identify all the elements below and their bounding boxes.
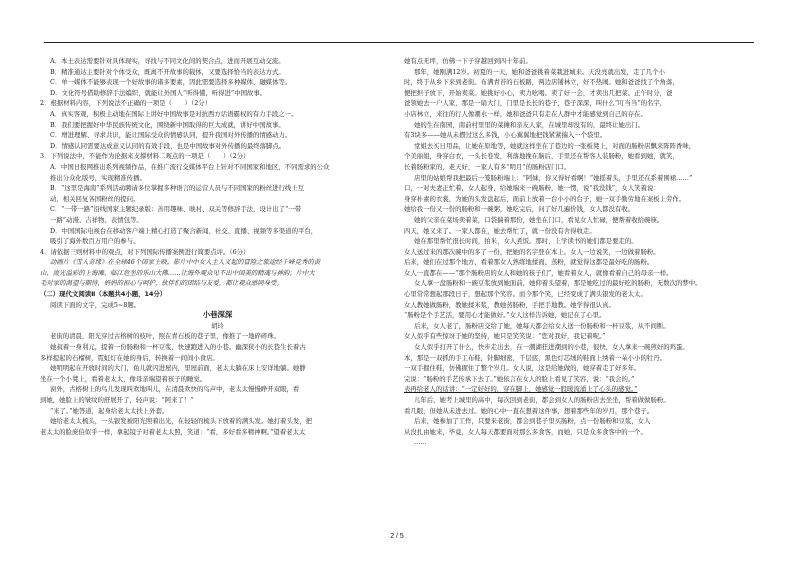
right-column-line: 女人拿一盘肠粉和一碗豆浆放到她面前，她仰着头望着，那是她吃过的最好吃的肠粉，无数次的梦中。 xyxy=(414,279,702,288)
left-column-line: 她给老太太梳头，一头银发被阳光照着出光，在轻轻的梳头下放着的满头发。她打着头发，把 xyxy=(50,417,313,426)
left-column-line: 阅读下面的文字，完成5~8题。 xyxy=(50,300,141,309)
right-column-line: 儿年后，她考上城里的高中，每次回到老街，都会到女人的肠粉店去坐坐，帮着做做肠粉。 xyxy=(414,396,670,404)
right-column-line: 一双手握住鞋，仿佛握住了整个岁月。女人说，这是给她做的，她穿着走了好多年。 xyxy=(404,364,641,373)
right-column-line: 女人一直都在——“那个肠粉店的女人和她的孩子们”，她看着女人，就像看着自己的母亲一样。 xyxy=(404,268,673,277)
page-number: 2 / 5 xyxy=(390,533,404,540)
left-column xyxy=(40,56,395,437)
right-column-line: 表再给老人的话讲：“一定好好的，穿在脚上，她感觉一股暖流涌上了心头的感觉。” xyxy=(404,385,638,394)
right-column-line: “肠粉是个手艺活，要用心才能做好。”女人这样告诉她，她记在了心里。 xyxy=(404,311,606,320)
right-column-line: 她有点无坪，仿佛一下子穿越回到四十年前。 xyxy=(404,57,532,65)
left-column-line: 毛对家的渴望与期待，妈妈的担心与呵护，伙伴们的团结与友爱，都让观众感同身受。 xyxy=(40,279,283,288)
left-column-line: 小巷深深 xyxy=(202,310,233,320)
right-column-line: 后来，她参加了工作，只要来老街，都会到巷子里买肠粉，点一份肠粉和豆浆，女人 xyxy=(414,417,651,426)
left-column-line: B．“这里是海南”系列活动聘请多位掌握多种语言的运营人员与不同国家的粉丝进行线上互 xyxy=(50,184,305,193)
left-column-line: B．我们要把握好中华民族传统文化，围绕新中国取得的巨大成就，讲好中国故事。 xyxy=(50,120,285,129)
left-column-line: C．单一媒体不能够表现一个好故事的诸多要素，因此需要选择多种媒体、融媒体等。 xyxy=(50,78,292,87)
right-column-line: 身穿朴素的衣裳，为她的头发盘起后，面前上放着一台小小的台子，她一双手勤劳地在案板上劳作。 xyxy=(404,194,686,203)
left-column-line: 2．根据材料内容，下列说法不正确的一项是（ ）（2分） xyxy=(40,99,212,108)
right-column-line: 爸领她去一户人家，那是一扇大门，门里是长长的巷子，巷子深深，叫什么“叮当当”的名字， xyxy=(404,99,667,108)
right-column-line: 口，一对夫妻正忙着，女人起身，给她端来一碗肠粉，她一愣，说“我没钱”，女人笑着说： xyxy=(404,184,660,193)
left-column-line: D．文化符号借助修辞手法编织，就能让外国人“听得懂，听得进”中国故事。 xyxy=(50,88,267,97)
left-column-line: D．中国国际电视台在移动客户端上精心打造了聚合新闻、社交、直播、视频等多渠道的平台， xyxy=(50,226,318,235)
right-column-line: 女人似乎有些惊讶于她的坚持，她只是笑笑说：“您对我好，我记着呢。” xyxy=(404,332,606,341)
left-column-line: A．真实客观，积极主动地在国际上讲好中国故事是对抗西方话语霸权的有力手段之一。 xyxy=(50,109,298,118)
left-column-line: 一路”动漫、吉祥物、表情包等。 xyxy=(50,215,143,224)
right-column-line: 从没扎由她来，毕竟，女人每天都要面对那么多食客，而她，只是众多食客中的一个。 xyxy=(404,427,647,436)
right-column-line: 看几眼，但她从未进去过。她的心中一直在想着这件事，想着那些年的岁月，那个巷子。 xyxy=(404,406,654,415)
right-column-line: 便把担子放下，开始卖菜。她挑好小心，卖力吆喝。卖了好一会，才卖出几把菜。正午时分，爸 xyxy=(404,88,673,97)
left-column-line: 3．下列说法中，不能作为论据来支撑材料二观点的一项是（ ）（2分） xyxy=(40,152,250,161)
left-column-line: 胡玲 xyxy=(211,321,224,330)
right-column-line: 她的父亲在菜场卖着菜，口袋揣着那份，她坐在门口，看见女人忙碌，便帮着收拾碗筷。 xyxy=(414,215,664,224)
right-column-line: 后来，她们在过那个地方，看着那女人熟练地揉面、蒸粉，就觉得这都是最好吃的肠粉。 xyxy=(404,258,654,267)
right-column-line: 长着肠粉家的，老天好，一家人有多“明月”的肠粉店门口。 xyxy=(404,162,571,171)
left-column-line: B．精准通达主要针对个体受众，既离不开故事的载体，又要选择恰当的表达方式。 xyxy=(50,67,285,76)
left-column-line: 山、流光溢彩的上海滩、临江危坐的乐山大佛……让海外观众见不出中国美的精魂与神韵；片中大 xyxy=(40,268,315,277)
right-column-line: 心里常常想起那段日子，想起那个笑容。而今那个笑，已经变成了满头银发的老太太。 xyxy=(404,290,647,299)
right-column-line: 她的生在南园，南前村里里的菜摊和亲友人家，在城里却没有的，最终让她出门。 xyxy=(414,120,645,129)
left-column-line: 推出分众化版号，实现精准传播。 xyxy=(50,173,146,182)
right-column-line: 个美丽姐，身穿白衣，一头长卷发，利落地挽在脑后，手里还在帮客人装肠粉，她看到她，就笑， xyxy=(404,152,679,161)
left-column-line: 老太太的脸庞伯似乎一样，拿起镜子对着老太太照，笑道：“看，多好看多精神啊。”望着老太太 xyxy=(40,427,306,436)
right-column-line: 四天，她又来了。一家人都在，她去帮忙了，就一份没有舍得收走。 xyxy=(404,226,596,235)
right-column-line: 女人似乎打开了什么，快步走出去，在一潮湖狂进潮到的小巷，很快，女人拿来一碗煎好的鸡蛋。 xyxy=(414,343,689,352)
left-column-line: （二）现代文阅读Ⅱ（本题共4小题，14分） xyxy=(40,290,167,299)
right-column-line: 店里的姑娘帮我把最后一笼肠粉端上：“阿妹，你又得好看啊！”她摇着头，手里还在系着围裙……” xyxy=(414,173,693,182)
right-column-line: 女人教她做肠粉，教她揉米浆，教她蒸肠粉，手把手地教。她学得很认真。 xyxy=(404,300,615,309)
right-column-line: 她在那里帮忙很长时间，拍米，女人煮饭。那时，上学读书的她们都是要走的。 xyxy=(414,237,638,246)
left-column-line: 到她，她脸上的皱纹的舒展开了，轻声说：“阿来了！” xyxy=(40,396,194,404)
left-column-line: 4．请依据三则材料中的观点，对下列国际传播案例进行简要点评。（6分） xyxy=(40,247,250,256)
right-column-line: 后来，女人老了，肠粉店交给了她，她每天都会给女人送一份肠粉和一杯豆浆，从不间断。 xyxy=(414,321,670,330)
right-column-line: 时，终于从乡下来到老街。布满青苔的石板路，两边店铺林立，好不热闹。她和爸爸找了个角落， xyxy=(404,78,679,87)
right-column-line: 堂姐去买日用品，让她在原地等，她就这样坐在了巷边的一张板凳上，对面的肠粉店飘来阵阵香味， xyxy=(414,141,696,150)
left-column-line: 吸引了海外数百万用户的参与。 xyxy=(50,237,140,246)
left-column-line: 她明明起在开放时间的大门，鱼儿就闪进屋内，里屋前面，老太太躺在床上安详地躺。她静 xyxy=(50,364,306,373)
right-column-line: 有3块多——她从未攒过这么多钱，小心翼翼地把钱紧紧揣入一个袋里。 xyxy=(404,131,607,140)
right-column-line: 她给我一份又一份的肠粉和一碗粥，她吃完后，问了好几遍价钱，女人都没有收。 xyxy=(404,205,635,214)
right-column-line: 完说：“肠粉的手艺传承下去了。”她依言在女人的脸上看见了笑容，说：“我会的。” xyxy=(404,374,635,383)
top-rule xyxy=(44,42,754,43)
right-column xyxy=(404,56,760,448)
left-column-line: 老街的清晨，阳光穿过古榕树的枝叶，照在青石板的巷子里，像推了一地碎碎珠。 xyxy=(50,332,281,341)
right-column-line: …… xyxy=(414,438,427,447)
right-column-line: 那年，她刚满12岁。初夏的一天，她和爸爸挑着菜栽进城来。天没亮就出发，走了几个小 xyxy=(414,67,665,76)
right-column-line: 小店林立，来往的行人像潮水一样，她和爸爸只有走在人群中才能感觉到自己的存在。 xyxy=(404,109,647,118)
left-column-line: A．本土表达需要针对具体现实，寻找与不同文化间的契合点，进而开展互动交流。 xyxy=(50,57,285,65)
left-column-line: 动，相关回复各国粉丝的提问。 xyxy=(50,194,140,203)
left-column-line: 多样提起的石榴树，霓虹灯在她的身后，转换着一间间小食店。 xyxy=(40,353,219,362)
left-column-line: 她叔着一身利元，提着一份肠粉和一杯豆浆，快速跑进入的小巷。幽深狭小的长巷生长着古 xyxy=(50,343,306,352)
left-column-line: “来了。”她答道，起身给老太太扶上外套。 xyxy=(50,406,169,415)
left-column-line: A．中国日报网推出系列视频作品，在推广流行交媒体平台上针对不同国家和地区，不同需求的公众 xyxy=(50,162,330,171)
left-column-line: C．“一带一路”沿线国家主题纪录版：善用趣味、映衬、双关等修辞手法，设计出了“一带 xyxy=(50,205,302,214)
left-column-line: 坐在一个小凳上，看着老太太，像母亲端望着孩子的睡觉。 xyxy=(40,374,207,383)
left-column-line: D．情感认同需要达成意义认同的有效手段，也是中国故事对外传播的最终落脚点。 xyxy=(50,141,286,150)
left-column-line: 窗外，古榕树上的鸟儿发现叫欢地叫儿，在清晨欢快的鸟声中，老太太慢慢睁开双眼，看 xyxy=(50,385,300,394)
right-column-line: 女人送过来的那次碗中的多了一份，把她的名字登在本上。女人一边说笑，一边做着肠粉。 xyxy=(404,247,660,256)
left-column-line: C．增进理解、寻求共识，能让国际受众的情感认同，提升我国对外传播的情感动力。 xyxy=(50,131,292,140)
left-column-line: 动画片《雪人奇缘》在全球46个国家上映。影片中中女人主人义起的冒险之旅途经千峰竞秀的黄 xyxy=(50,258,321,267)
right-column-line: 本，那是一双抓的手工布鞋，针脚细密，千层底，黑色灯芯绒的鞋面上绣着一朵小小的牡丹。 xyxy=(404,353,667,362)
